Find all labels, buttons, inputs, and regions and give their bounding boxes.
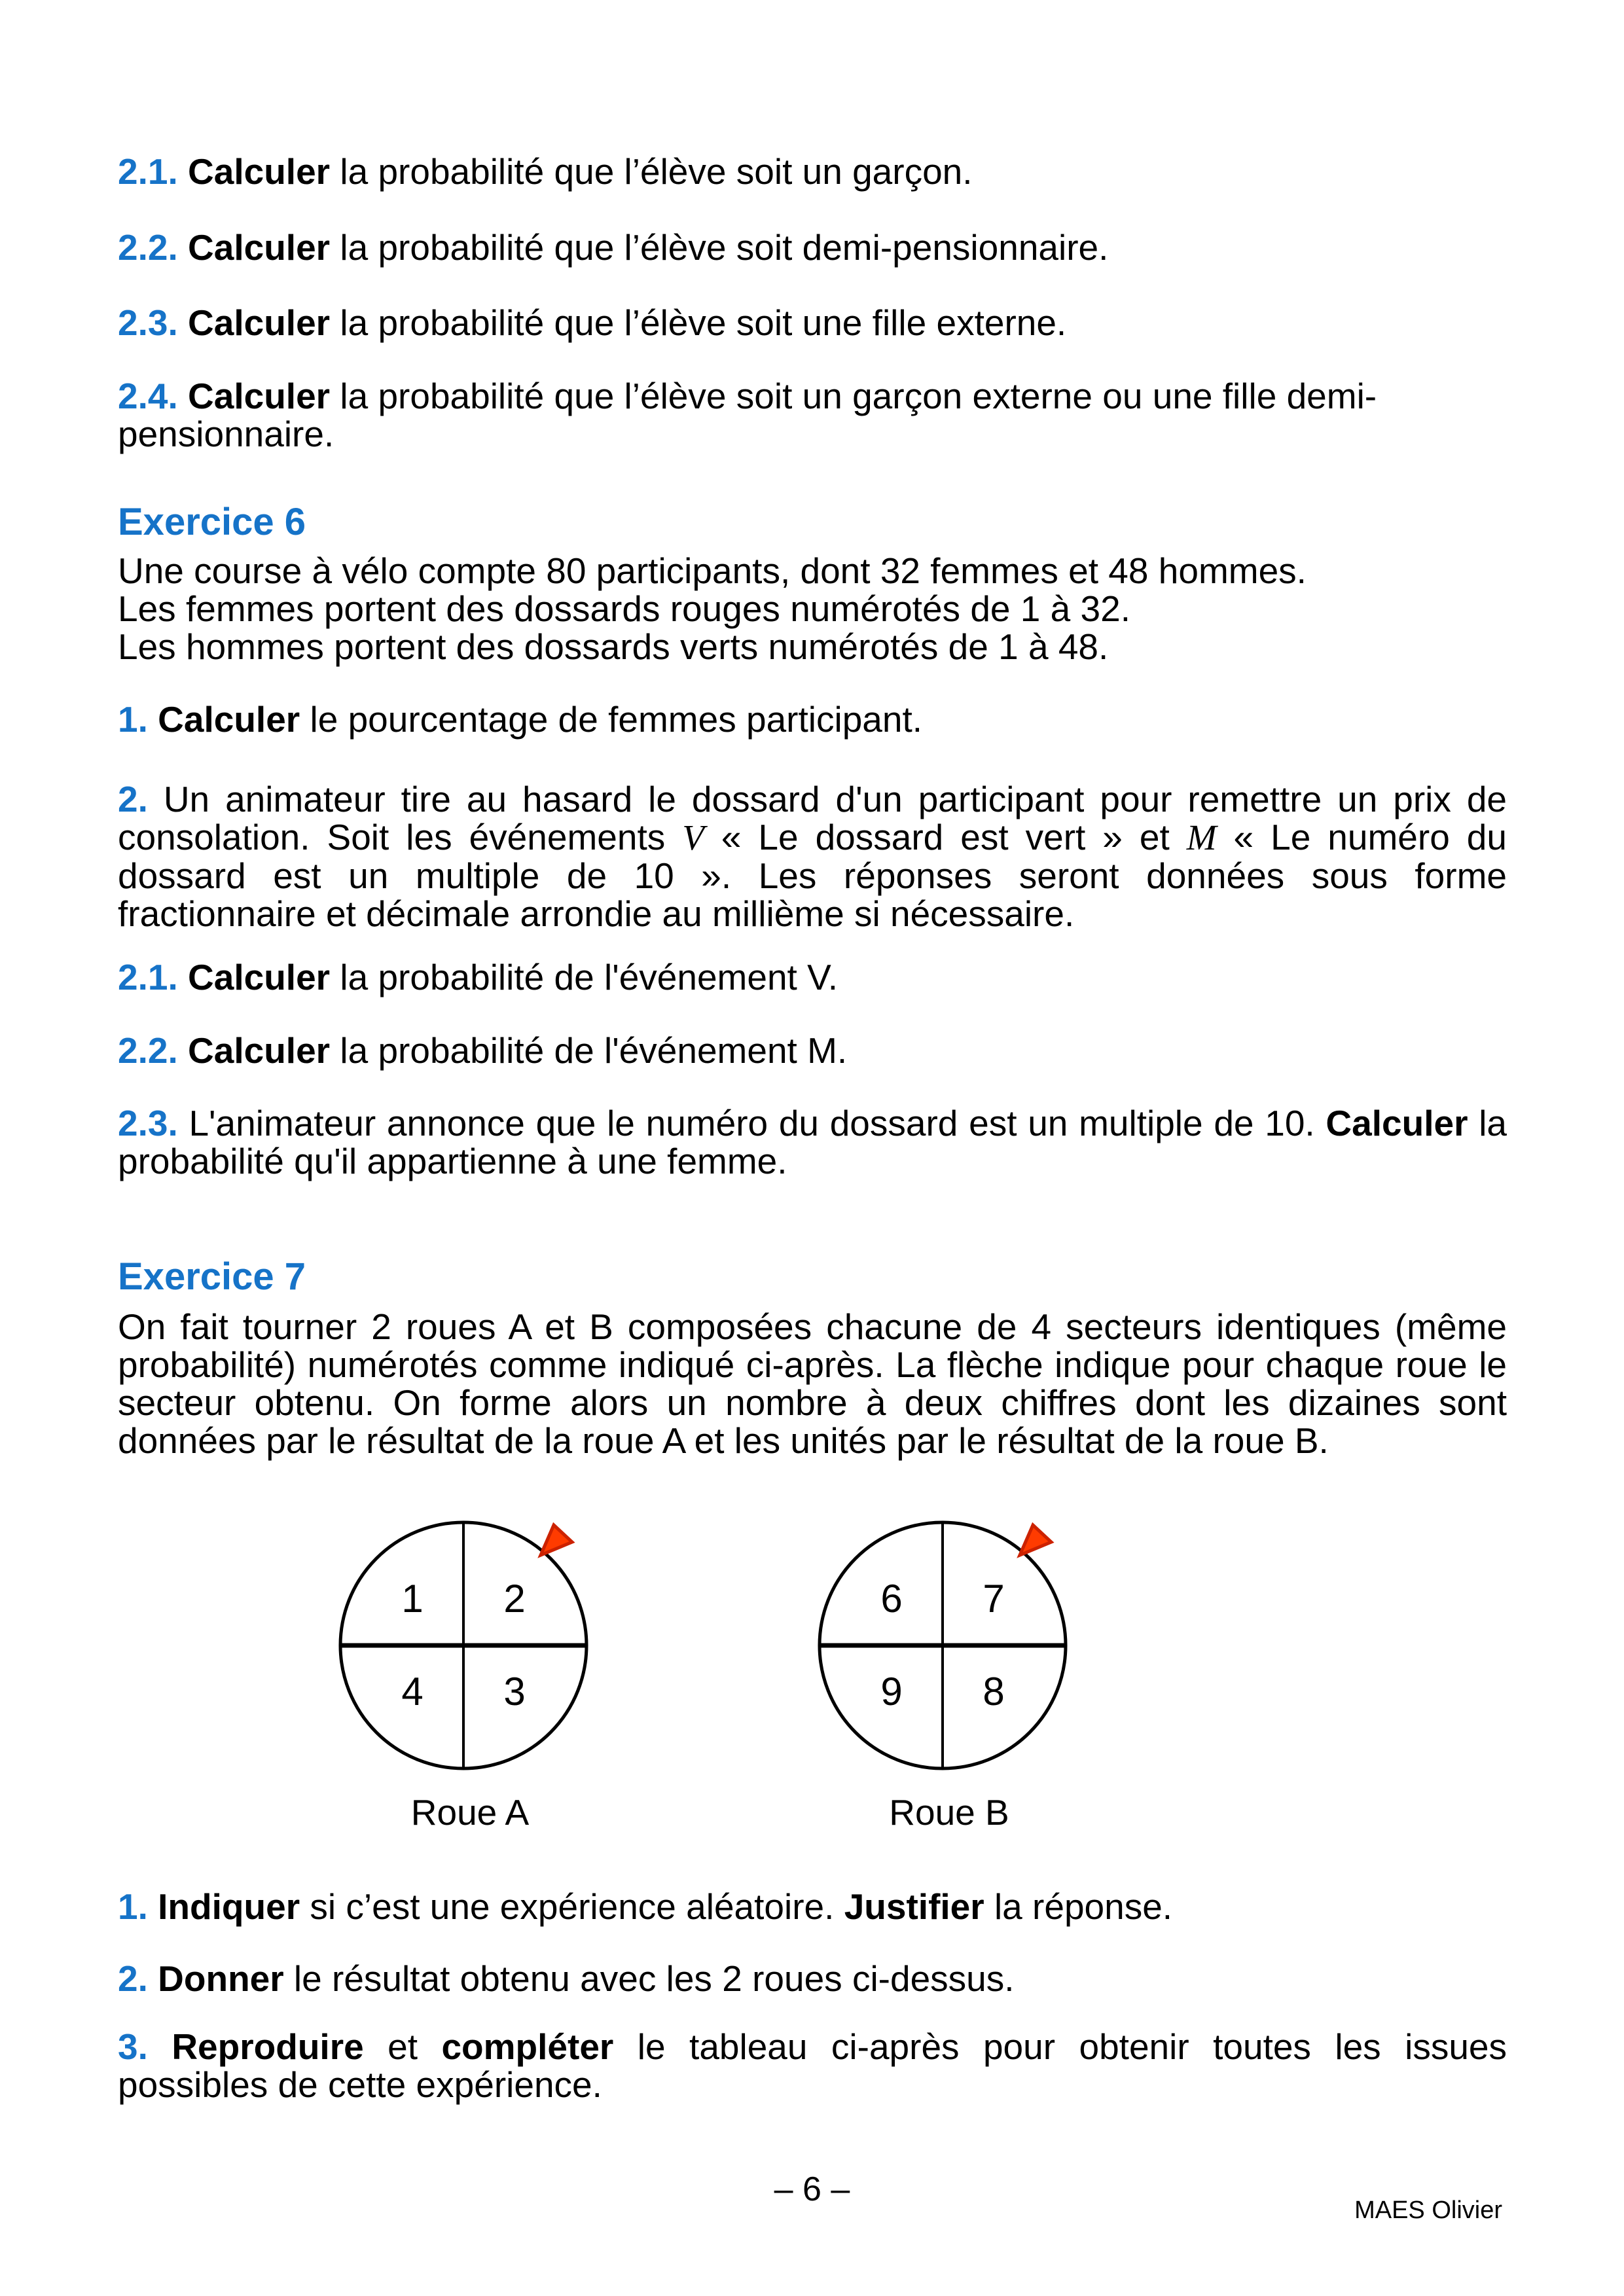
question-text: la probabilité que l’élève soit demi-pensionnaire. xyxy=(330,227,1109,268)
question-number: 2.1. xyxy=(118,957,178,997)
verb-bold: Calculer xyxy=(188,151,331,192)
verb-bold: Reproduire xyxy=(171,2026,364,2067)
question-2-1 xyxy=(118,152,1507,190)
sector-number: 3 xyxy=(503,1670,526,1713)
question-number: 1. xyxy=(118,699,148,740)
sector-number: 7 xyxy=(983,1577,1005,1621)
exercice6-question-2 xyxy=(118,780,1507,933)
question-text: L'animateur annonce que le numéro du dossard est un multiple de 10. xyxy=(177,1103,1326,1143)
verb-bold: Calculer xyxy=(188,227,331,268)
question-text: le pourcentage de femmes participant. xyxy=(300,699,923,740)
event-variable-v: V xyxy=(682,817,704,857)
event-variable-m: M xyxy=(1186,817,1217,857)
question-text: le résultat obtenu avec les 2 roues ci-dessus. xyxy=(283,1958,1015,1999)
question-text: la probabilité que l’élève soit une fille externe. xyxy=(330,302,1067,343)
exercice7-question-3 xyxy=(118,2028,1507,2104)
exercice7-title: Exercice 7 xyxy=(118,1255,306,1298)
question-number: 2. xyxy=(118,1958,148,1999)
question-2-2 xyxy=(118,228,1507,266)
question-number: 2.4. xyxy=(118,376,178,416)
exercice6-question-2-1 xyxy=(118,958,1507,996)
verb-bold: compléter xyxy=(441,2026,614,2067)
question-text: et xyxy=(363,2026,442,2067)
verb-bold: Calculer xyxy=(188,1030,331,1071)
question-text: « Le numéro du dossard est un multiple de 10 ». Les réponses seront données sous forme fractionnaire et décimale arrondie au millième si nécessaire. xyxy=(118,817,1507,934)
exercice7-question-1 xyxy=(118,1888,1507,1926)
verb-bold: Calculer xyxy=(158,699,300,740)
exercice6-title: Exercice 6 xyxy=(118,501,306,543)
wheel-a-diagram xyxy=(333,1495,607,1776)
question-text: la probabilité que l’élève soit un garçon externe ou une fille demi-pensionnaire. xyxy=(118,376,1377,454)
sector-number: 1 xyxy=(401,1577,424,1621)
exercice7-question-2 xyxy=(118,1960,1507,1998)
intro-line: Une course à vélo compte 80 participants, dont 32 femmes et 48 hommes. xyxy=(118,550,1307,591)
intro-line: Les hommes portent des dossards verts numérotés de 1 à 48. xyxy=(118,626,1109,667)
wheel-roue-b xyxy=(812,1495,1087,1831)
question-text: si c’est une expérience aléatoire. xyxy=(300,1886,844,1927)
exercice6-question-1 xyxy=(118,700,1507,738)
verb-bold: Justifier xyxy=(844,1886,984,1927)
sector-number: 4 xyxy=(401,1670,424,1713)
question-text: la probabilité que l’élève soit un garçon. xyxy=(330,151,973,192)
question-text: la réponse. xyxy=(984,1886,1173,1927)
question-number: 2. xyxy=(118,779,148,819)
question-2-4 xyxy=(118,377,1507,453)
question-number: 2.2. xyxy=(118,227,178,268)
question-text: Un animateur tire au hasard le dossard d'un participant pour remettre un prix de consolation. Soit les événements xyxy=(118,779,1507,857)
question-number: 2.3. xyxy=(118,1103,178,1143)
exercice6-question-2-3 xyxy=(118,1104,1507,1180)
author-name: MAES Olivier xyxy=(1354,2197,1502,2224)
question-number: 1. xyxy=(118,1886,148,1927)
verb-bold: Donner xyxy=(158,1958,284,1999)
intro-line: Les femmes portent des dossards rouges numérotés de 1 à 32. xyxy=(118,588,1130,629)
sector-number: 2 xyxy=(503,1577,526,1621)
verb-bold: Calculer xyxy=(188,957,331,997)
question-number: 3. xyxy=(118,2026,148,2067)
question-number: 2.1. xyxy=(118,151,178,192)
question-text: la probabilité de l'événement V. xyxy=(330,957,839,997)
question-text: le tableau ci-après pour obtenir toutes les issues possibles de cette expérience. xyxy=(118,2026,1507,2105)
verb-bold: Calculer xyxy=(188,376,331,416)
verb-bold: Indiquer xyxy=(158,1886,300,1927)
verb-bold: Calculer xyxy=(1326,1103,1468,1143)
verb-bold: Calculer xyxy=(188,302,331,343)
question-number: 2.3. xyxy=(118,302,178,343)
question-text: « Le dossard est vert » et xyxy=(704,817,1187,857)
spinner-arrow-icon xyxy=(1020,1525,1051,1555)
question-2-3 xyxy=(118,304,1507,342)
sector-number: 9 xyxy=(880,1670,903,1713)
sector-number: 6 xyxy=(880,1577,903,1621)
wheel-b-label: Roue B xyxy=(889,1792,1009,1833)
wheel-a-label: Roue A xyxy=(410,1792,530,1833)
question-number: 2.2. xyxy=(118,1030,178,1071)
sector-number: 8 xyxy=(983,1670,1005,1713)
question-text: la probabilité de l'événement M. xyxy=(330,1030,848,1071)
exercice6-intro xyxy=(118,552,1507,666)
exercice6-question-2-2 xyxy=(118,1031,1507,1069)
page-number: – 6 – xyxy=(774,2170,850,2208)
wheel-b-diagram xyxy=(812,1495,1087,1776)
question-text: la probabilité qu'il appartienne à une femme. xyxy=(118,1103,1507,1181)
wheel-roue-a xyxy=(333,1495,607,1831)
spinner-arrow-icon xyxy=(541,1525,572,1555)
exercice7-intro: On fait tourner 2 roues A et B composées chacune de 4 secteurs identiques (même probabilité) numérotés comme indiqué ci-après. La flèche indique pour chaque roue le secteur obtenu. On forme alors un nombre à deux chiffres dont les dizaines sont données par le résultat de la roue A et les unités par le résultat de la roue B. xyxy=(118,1306,1507,1461)
